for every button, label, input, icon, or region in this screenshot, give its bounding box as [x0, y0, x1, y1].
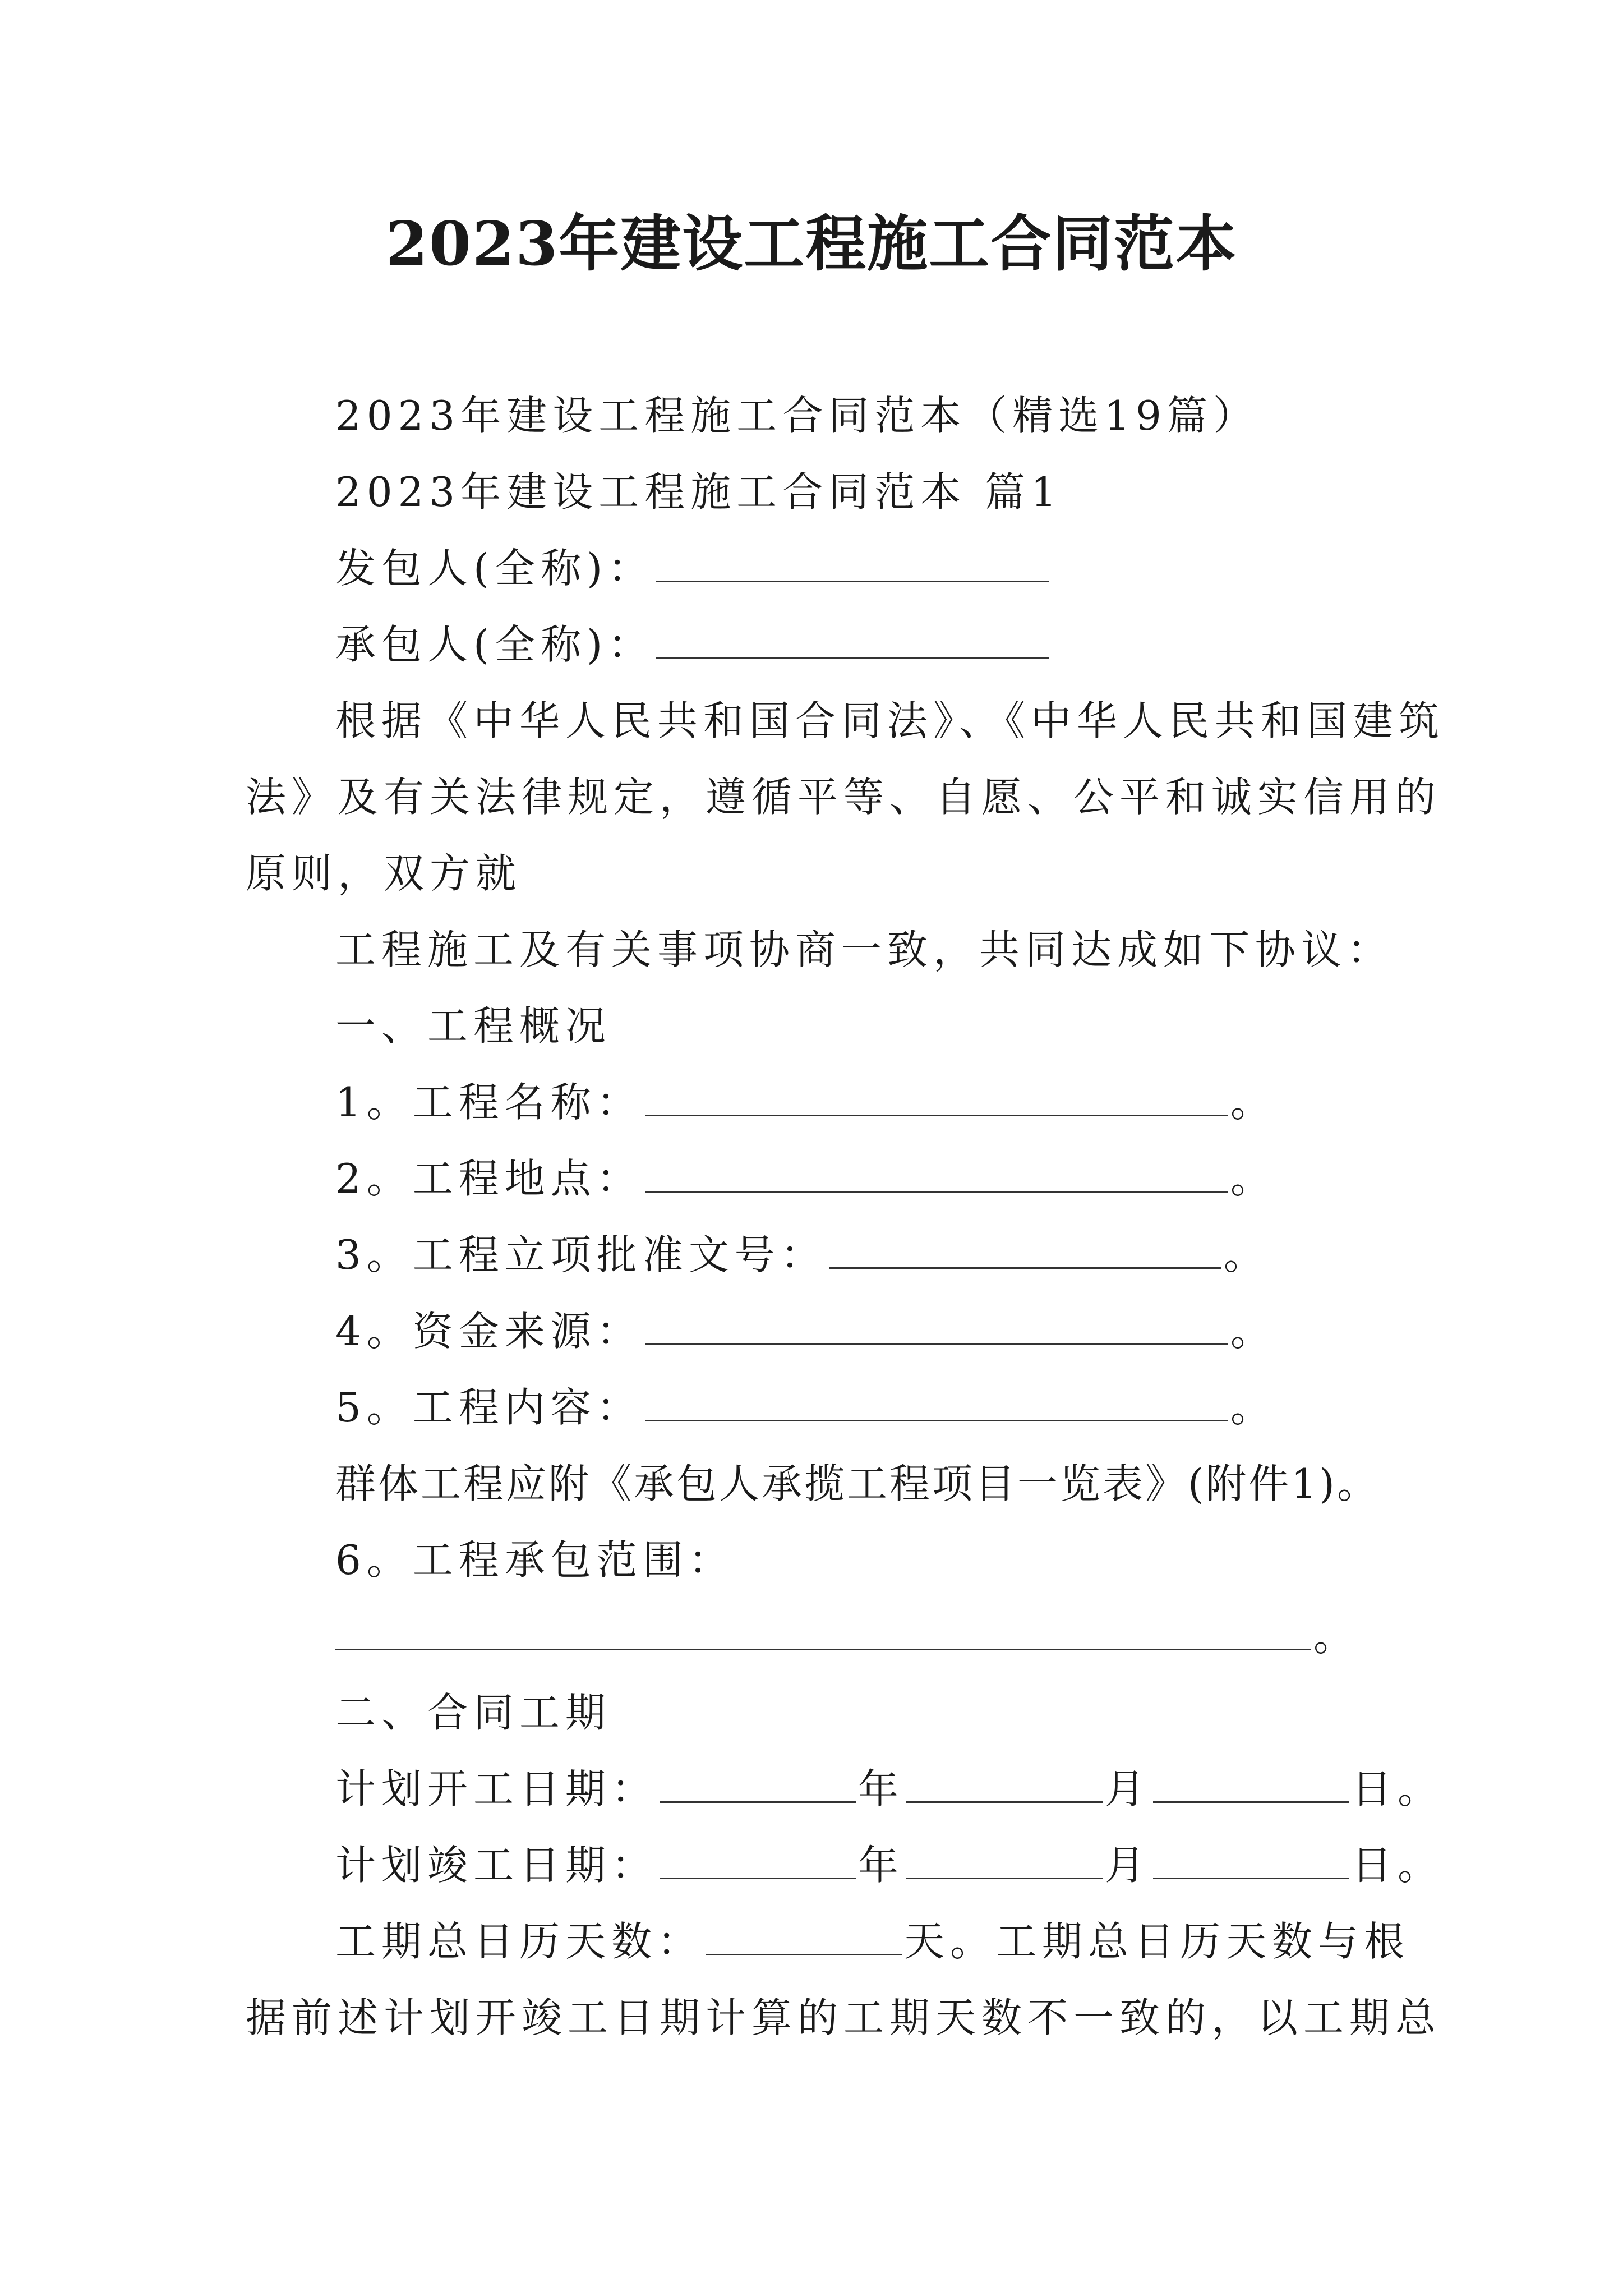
employer-label: 发包人(全称)：	[335, 545, 654, 592]
contractor-line	[0, 614, 1623, 675]
employer-line	[0, 537, 1623, 599]
scope-blank[interactable]	[335, 1609, 1311, 1650]
item-5-label: 5。工程内容：	[335, 1384, 643, 1431]
document-title: 2023年建设工程施工合同范本	[385, 209, 1238, 279]
basis-line-3: 原则，双方就	[246, 850, 522, 897]
scope-period: 。	[1313, 1613, 1354, 1660]
item-3-label: 3。工程立项批准文号：	[335, 1231, 827, 1278]
item-5-period: 。	[1230, 1384, 1271, 1431]
section-1-heading: 一、工程概况	[335, 1002, 612, 1050]
basis-line-1: 根据《中华人民共和国合同法》、《中华人民共和国建筑	[335, 697, 1445, 744]
total-days-line	[0, 1911, 1623, 1972]
finish-date-label: 计划竣工日期：	[335, 1842, 658, 1889]
contractor-blank[interactable]	[656, 618, 1049, 659]
total-days-label: 工期总日历天数：	[335, 1918, 704, 1965]
item-3-period: 。	[1223, 1231, 1264, 1278]
item-4-label: 4。资金来源：	[335, 1308, 643, 1355]
start-month-unit: 月	[1105, 1765, 1151, 1812]
finish-day-unit: 日。	[1352, 1842, 1444, 1889]
section-2-heading: 二、合同工期	[335, 1689, 612, 1736]
item-2-period: 。	[1230, 1155, 1271, 1202]
collection-subtitle: 2023年建设工程施工合同范本（精选19篇）	[335, 392, 1259, 439]
total-days-suffix: 天。工期总日历天数与根	[904, 1918, 1410, 1965]
finish-date-line	[0, 1834, 1623, 1896]
item-6-label: 6。工程承包范围：	[335, 1536, 735, 1584]
item-1-label: 1。工程名称：	[335, 1079, 643, 1126]
basis-line-2: 法》及有关法律规定，遵循平等、自愿、公平和诚实信用的	[246, 774, 1442, 821]
agreement-line: 工程施工及有关事项协商一致，共同达成如下协议：	[335, 926, 1394, 973]
item-3-line	[0, 1224, 1623, 1286]
part-subtitle: 2023年建设工程施工合同范本 篇1	[335, 468, 1062, 516]
item-2-label: 2。工程地点：	[335, 1155, 643, 1202]
start-day-blank[interactable]	[1153, 1762, 1349, 1803]
total-days-line-2: 据前述计划开竣工日期计算的工期天数不一致的，以工期总	[246, 1994, 1442, 2041]
start-date-label: 计划开工日期：	[335, 1765, 658, 1812]
finish-year-blank[interactable]	[660, 1838, 856, 1879]
finish-year-unit: 年	[858, 1842, 905, 1889]
item-1-line	[0, 1071, 1623, 1133]
start-year-blank[interactable]	[660, 1762, 856, 1803]
finish-month-blank[interactable]	[906, 1838, 1103, 1879]
scope-line	[0, 1605, 1623, 1667]
finish-day-blank[interactable]	[1153, 1838, 1349, 1879]
item-5-line	[0, 1377, 1623, 1438]
item-4-period: 。	[1230, 1308, 1271, 1355]
contractor-label: 承包人(全称)：	[335, 621, 654, 668]
employer-blank[interactable]	[656, 541, 1049, 582]
project-location-blank[interactable]	[645, 1152, 1228, 1193]
finish-month-unit: 月	[1105, 1842, 1151, 1889]
start-month-blank[interactable]	[906, 1762, 1103, 1803]
start-day-unit: 日。	[1352, 1765, 1444, 1812]
start-year-unit: 年	[858, 1765, 905, 1812]
project-name-blank[interactable]	[645, 1075, 1228, 1116]
start-date-line	[0, 1758, 1623, 1820]
approval-number-blank[interactable]	[829, 1228, 1221, 1269]
total-days-blank[interactable]	[706, 1915, 902, 1955]
project-content-blank[interactable]	[645, 1381, 1228, 1421]
item-1-period: 。	[1230, 1079, 1271, 1126]
item-4-line	[0, 1300, 1623, 1362]
item-2-line	[0, 1148, 1623, 1209]
group-project-note: 群体工程应附《承包人承揽工程项目一览表》(附件1)。	[335, 1460, 1380, 1507]
fund-source-blank[interactable]	[645, 1304, 1228, 1345]
